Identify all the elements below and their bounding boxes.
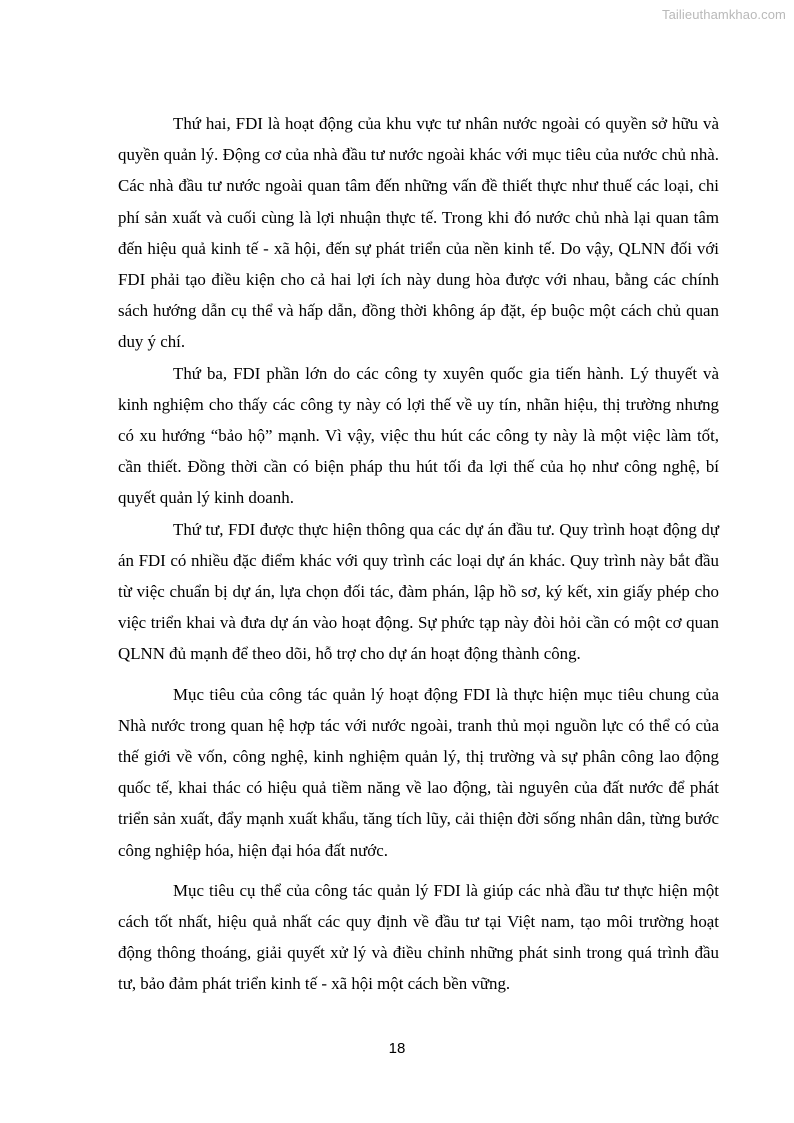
watermark-text: Tailieuthamkhao.com — [661, 7, 786, 22]
paragraph-thu-ba: Thứ ba, FDI phần lớn do các công ty xuyên quốc gia tiến hành. Lý thuyết và kinh nghiệm cho thấy các công ty này có lợi thế về uy tín, nhãn hiệu, thị trường nhưng có xu hướng “bảo hộ” mạnh. Vì vậy, việc thu hút các công ty này là một việc làm tốt, cần thiết. Đồng thời cần có biện pháp thu hút tối đa lợi thế của họ như công nghệ, bí quyết quản lý kinh doanh. — [118, 363, 719, 508]
paragraph-thu-tu: Thứ tư, FDI được thực hiện thông qua các dự án đầu tư. Quy trình hoạt động dự án FDI có nhiều đặc điểm khác với quy trình các loại dự án khác. Quy trình này bắt đầu từ việc chuẩn bị dự án, lựa chọn đối tác, đàm phán, lập hồ sơ, ký kết, xin giấy phép cho việc triển khai và đưa dự án vào hoạt động. Sự phức tạp này đòi hỏi cần có một cơ quan QLNN đủ mạnh để theo dõi, hỗ trợ cho dự án hoạt động thành công. — [118, 519, 719, 664]
paragraph-muc-tieu-cu-the: Mục tiêu cụ thể của công tác quản lý FDI là giúp các nhà đầu tư thực hiện một cách tốt nhất, hiệu quả nhất các quy định về đầu tư tại Việt nam, tạo môi trường hoạt động thông thoáng, giải quyết xử lý và điều chỉnh những phát sinh trong quá trình đầu tư, bảo đảm phát triển kinh tế - xã hội một cách bền vững. — [118, 880, 719, 994]
paragraph-muc-tieu-chung: Mục tiêu của công tác quản lý hoạt động FDI là thực hiện mục tiêu chung của Nhà nước trong quan hệ hợp tác với nước ngoài, tranh thủ mọi nguồn lực có thể có của thế giới về vốn, công nghệ, kinh nghiệm quản lý, thị trường và sự phân công lao động quốc tế, khai thác có hiệu quả tiềm năng về lao động, tài nguyên của đất nước để phát triển sản xuất, đẩy mạnh xuất khẩu, tăng tích lũy, cải thiện đời sống nhân dân, từng bước công nghiệp hóa, hiện đại hóa đất nước. — [118, 684, 719, 860]
page-number: 18 — [388, 1040, 406, 1057]
paragraph-thu-hai: Thứ hai, FDI là hoạt động của khu vực tư nhân nước ngoài có quyền sở hữu và quyền quản lý. Động cơ của nhà đầu tư nước ngoài khác với mục tiêu của nước chủ nhà. Các nhà đầu tư nước ngoài quan tâm đến những vấn đề thiết thực như thuế các loại, chi phí sản xuất và cuối cùng là lợi nhuận thực tế. Trong khi đó nước chủ nhà lại quan tâm đến hiệu quả kinh tế - xã hội, đến sự phát triển của nền kinh tế. Do vậy, QLNN đối với FDI phải tạo điều kiện cho cả hai lợi ích này dung hòa được với nhau, bằng các chính sách hướng dẫn cụ thể và hấp dẫn, đồng thời không áp đặt, ép buộc một cách chủ quan duy ý chí. — [118, 114, 719, 352]
document-body — [118, 108, 719, 1000]
